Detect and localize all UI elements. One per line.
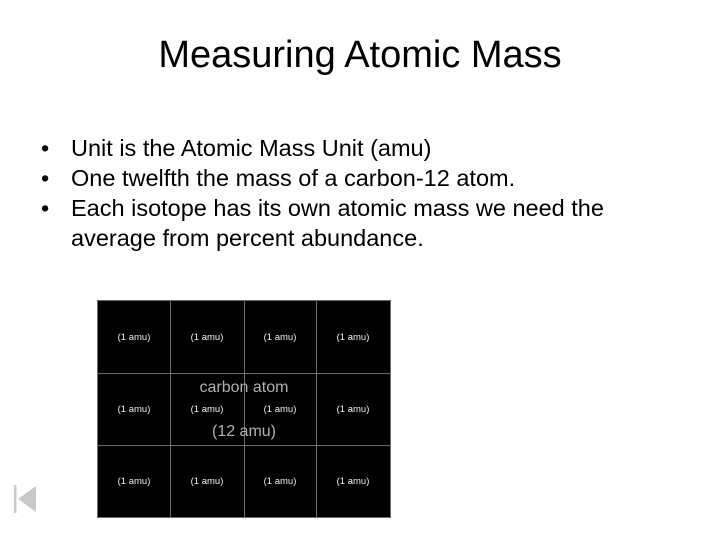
grid-divider <box>244 301 245 517</box>
amu-cell: (1 amu) <box>263 403 297 415</box>
grid-divider <box>170 301 171 517</box>
bullet-item <box>40 193 690 253</box>
slide-title: Measuring Atomic Mass <box>158 34 562 76</box>
bullet-text: Unit is the Atomic Mass Unit (amu) <box>71 135 432 161</box>
carbon-atom-grid: (1 amu) (1 amu) (1 amu) (1 amu) (1 amu) (1 amu) (1 amu) (1 amu) (1 amu) (1 amu) (1 amu) (1 amu) carbon atom (12 amu) <box>97 300 391 518</box>
amu-cell: (1 amu) <box>190 475 224 487</box>
amu-cell: (1 amu) <box>117 331 151 343</box>
bullet-marker: • <box>41 135 50 161</box>
amu-cell: (1 amu) <box>190 403 224 415</box>
amu-cell: (1 amu) <box>117 403 151 415</box>
amu-cell: (1 amu) <box>263 475 297 487</box>
bullet-item <box>40 163 690 193</box>
bullet-marker: • <box>41 195 50 221</box>
first-slide-icon[interactable] <box>12 484 38 514</box>
bullet-marker: • <box>41 165 50 191</box>
bullet-text: One twelfth the mass of a carbon-12 atom. <box>71 165 516 191</box>
bullet-text: Each isotope has its own atomic mass we need the average from percent abundance. <box>71 195 604 251</box>
amu-cell: (1 amu) <box>190 331 224 343</box>
amu-cell: (1 amu) <box>336 475 370 487</box>
bullet-item <box>40 133 690 163</box>
grid-divider <box>98 445 390 446</box>
grid-divider <box>316 301 317 517</box>
grid-divider <box>98 373 390 374</box>
amu-cell: (1 amu) <box>117 475 151 487</box>
amu-cell: (1 amu) <box>336 331 370 343</box>
bullet-list <box>40 133 690 253</box>
amu-cell: (1 amu) <box>263 331 297 343</box>
amu-cell: (1 amu) <box>336 403 370 415</box>
